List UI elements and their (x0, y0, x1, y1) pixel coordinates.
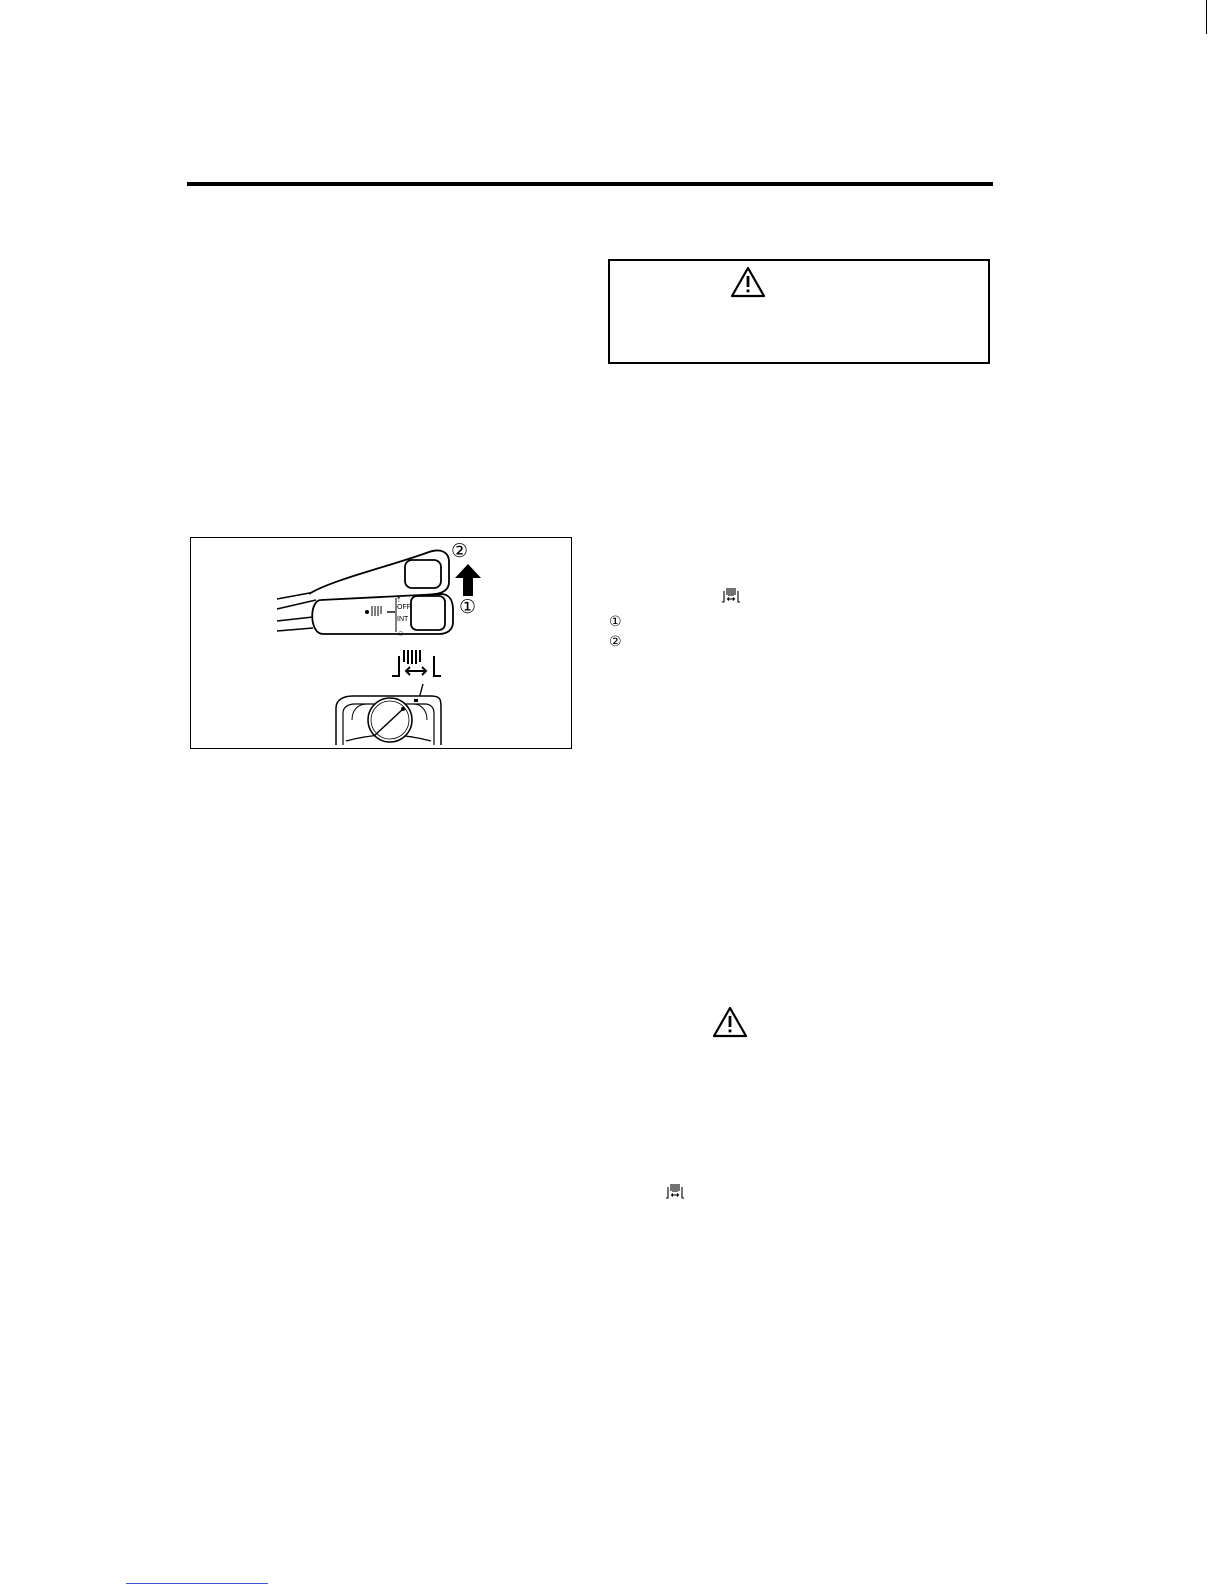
svg-text:○: ○ (398, 630, 404, 637)
rear-window-defroster-icon (392, 650, 441, 676)
callout-1-label: ① (459, 596, 477, 618)
crop-mark (1206, 0, 1207, 34)
rear-window-defroster-icon (666, 1183, 684, 1201)
warning-triangle-icon (712, 1006, 748, 1038)
header-rule (187, 182, 993, 186)
switch-int-label: INT (397, 616, 409, 623)
callout-2-label: ② (451, 540, 469, 562)
switch-off-label: OFF (397, 604, 411, 611)
list-item-1-marker: ① (609, 614, 622, 630)
wiper-switch-figure (190, 537, 572, 749)
wiper-lever-illustration (191, 538, 573, 750)
svg-text:⇡: ⇡ (396, 596, 402, 604)
warning-box (608, 259, 990, 364)
list-item-2-marker: ② (609, 634, 622, 650)
warning-triangle-icon (730, 266, 766, 298)
rear-window-defroster-icon (722, 587, 740, 605)
